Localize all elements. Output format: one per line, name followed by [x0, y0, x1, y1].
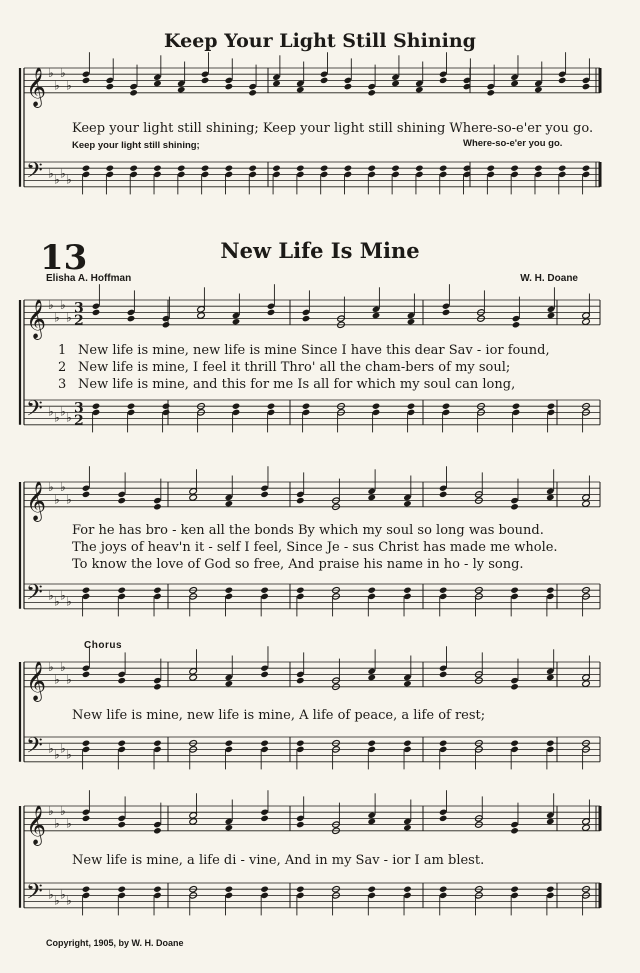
- svg-text:♭: ♭: [66, 816, 72, 831]
- svg-text:♭: ♭: [60, 660, 66, 675]
- verse-2-line-2: The joys of heav'n it - self I feel, Since Je - sus Christ has made me whole.: [72, 540, 558, 555]
- svg-text:♭: ♭: [48, 298, 54, 313]
- svg-text:♭: ♭: [48, 660, 54, 675]
- svg-text:𝄞: 𝄞: [26, 804, 47, 845]
- svg-text:♭: ♭: [60, 166, 66, 181]
- svg-text:♭: ♭: [54, 172, 60, 187]
- svg-text:♭: ♭: [66, 594, 72, 609]
- chorus-line-1: New life is mine, new life is mine, A life of peace, a life of rest;: [72, 708, 486, 723]
- svg-text:𝄢: 𝄢: [26, 158, 43, 189]
- svg-text:♭: ♭: [54, 78, 60, 93]
- svg-text:♭: ♭: [48, 588, 54, 603]
- svg-text:♭: ♭: [66, 492, 72, 507]
- copyright-notice: Copyright, 1905, by W. H. Doane: [46, 938, 184, 948]
- svg-text:♭: ♭: [54, 893, 60, 908]
- svg-text:♭: ♭: [66, 78, 72, 93]
- lyric-line-bass-right: Where-so-e'er you go.: [463, 138, 563, 149]
- svg-text:♭: ♭: [60, 887, 66, 902]
- lyric-line-bass-left: Keep your light still shining;: [72, 140, 200, 151]
- svg-text:♭: ♭: [48, 887, 54, 902]
- svg-text:♭: ♭: [54, 672, 60, 687]
- hymn-number: 13: [40, 238, 88, 278]
- verse-2-line: 2 New life is mine, I feel it thrill Thro' all the cham-bers of my soul;: [58, 360, 511, 375]
- svg-text:♭: ♭: [60, 741, 66, 756]
- chorus-line-2: New life is mine, a life di - vine, And in my Sav - ior I am blest.: [72, 853, 485, 868]
- svg-text:𝄢: 𝄢: [26, 733, 43, 764]
- svg-text:♭: ♭: [66, 672, 72, 687]
- svg-text:♭: ♭: [66, 893, 72, 908]
- svg-text:𝄞: 𝄞: [26, 66, 47, 107]
- svg-text:𝄞: 𝄞: [26, 660, 47, 701]
- svg-text:♭: ♭: [60, 588, 66, 603]
- svg-text:𝄢: 𝄢: [26, 879, 43, 910]
- svg-text:♭: ♭: [48, 166, 54, 181]
- svg-text:♭: ♭: [60, 804, 66, 819]
- svg-text:2: 2: [74, 412, 84, 429]
- verse-1-line-2: For he has bro - ken all the bonds By which my soul so long was bound.: [72, 523, 544, 538]
- svg-text:♭: ♭: [60, 404, 66, 419]
- svg-text:♭: ♭: [48, 804, 54, 819]
- author-credit: Elisha A. Hoffman: [46, 273, 132, 284]
- svg-text:♭: ♭: [66, 410, 72, 425]
- svg-text:𝄢: 𝄢: [26, 396, 43, 427]
- lyric-line: Keep your light still shining; Keep your light still shining Where-so-e'er you go.: [72, 121, 594, 136]
- svg-text:♭: ♭: [54, 594, 60, 609]
- svg-text:𝄞: 𝄞: [26, 480, 47, 521]
- verse-3-line-2: To know the love of God so free, And praise his name in ho - ly song.: [72, 557, 524, 572]
- svg-text:♭: ♭: [66, 747, 72, 762]
- svg-text:♭: ♭: [54, 747, 60, 762]
- svg-text:𝄢: 𝄢: [26, 580, 43, 611]
- svg-text:3: 3: [74, 400, 84, 417]
- verse-1-line: 1 New life is mine, new life is mine Since I have this dear Sav - ior found,: [58, 343, 550, 358]
- svg-text:♭: ♭: [54, 816, 60, 831]
- svg-text:♭: ♭: [48, 741, 54, 756]
- svg-text:♭: ♭: [60, 66, 66, 81]
- svg-text:♭: ♭: [54, 310, 60, 325]
- svg-text:♭: ♭: [66, 172, 72, 187]
- verse-3-line: 3 New life is mine, and this for me Is all for which my soul can long,: [58, 377, 516, 392]
- svg-text:3: 3: [74, 300, 84, 317]
- svg-text:♭: ♭: [48, 66, 54, 81]
- svg-text:♭: ♭: [48, 480, 54, 495]
- svg-text:♭: ♭: [60, 480, 66, 495]
- composer-credit: W. H. Doane: [520, 273, 578, 284]
- svg-text:♭: ♭: [60, 298, 66, 313]
- svg-text:♭: ♭: [66, 310, 72, 325]
- hymn-title-keep-your-light: Keep Your Light Still Shining: [164, 30, 476, 52]
- svg-text:♭: ♭: [48, 404, 54, 419]
- svg-text:♭: ♭: [54, 492, 60, 507]
- chorus-label: Chorus: [84, 640, 122, 651]
- svg-text:♭: ♭: [54, 410, 60, 425]
- hymn-title-new-life: New Life Is Mine: [220, 238, 420, 263]
- svg-text:𝄞: 𝄞: [26, 298, 47, 339]
- svg-text:2: 2: [74, 312, 84, 329]
